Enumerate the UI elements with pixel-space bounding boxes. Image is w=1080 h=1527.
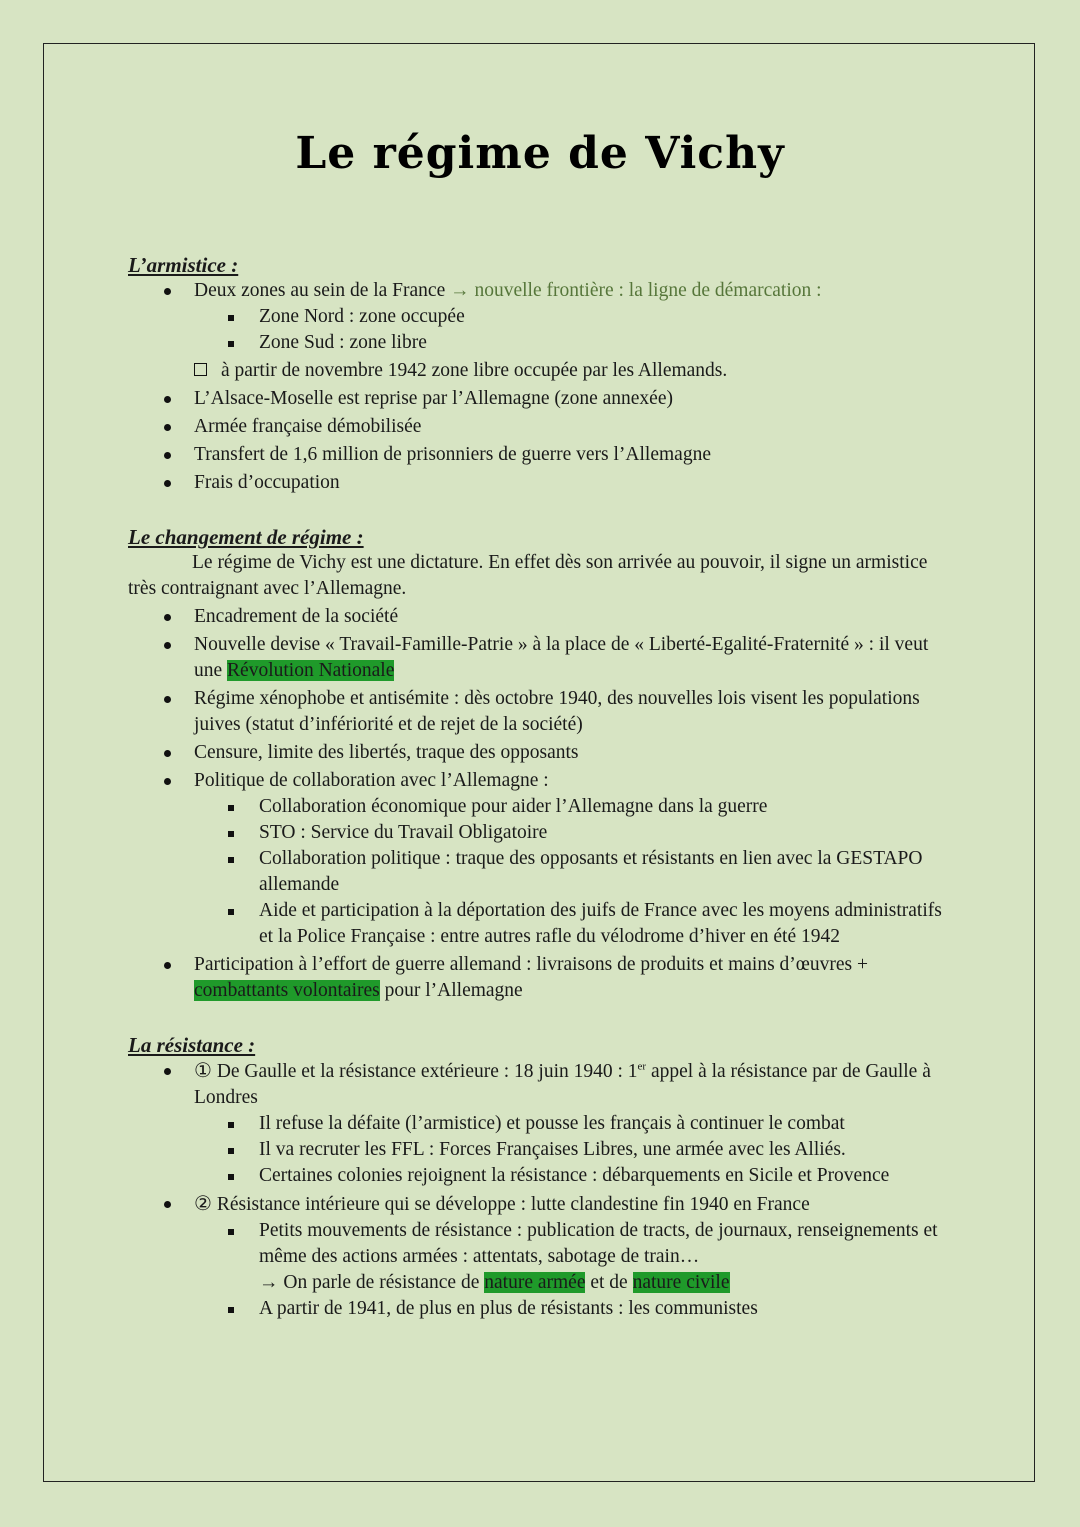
- list-item: STO : Service du Travail Obligatoire: [128, 820, 958, 846]
- exterieure-sublist: [194, 1111, 958, 1189]
- changement-list: [128, 604, 958, 1004]
- list-item: Frais d’occupation: [128, 470, 958, 496]
- heading-resistance: La résistance :: [128, 1033, 256, 1057]
- list-item: ① De Gaulle et la résistance extérieure : 18 juin 1940 : 1er appel à la résistance par de Gaulle à Londres Il refuse la défaite (l’armistice) et pousse les français à continuer le combat Il va recruter les FFL : Forces Françaises Libres, une armée avec les Alliés. Certaines colonies rejoignent la résistance : débarquements en Sicile et Provence: [128, 1058, 958, 1189]
- list-item: Régime xénophobe et antisémite : dès octobre 1940, des nouvelles lois visent les populations juives (statut d’infériorité et de rejet de la société): [128, 686, 958, 738]
- highlight-combattants: combattants volontaires: [194, 980, 380, 1001]
- list-item: Zone Nord : zone occupée: [128, 304, 958, 330]
- list-item: A partir de 1941, de plus en plus de résistants : les communistes: [128, 1296, 958, 1322]
- list-item: Transfert de 1,6 million de prisonniers de guerre vers l’Allemagne: [128, 442, 958, 468]
- document-body: [128, 252, 958, 1324]
- circled-one-icon: ①: [194, 1060, 212, 1082]
- list-item: Aide et participation à la déportation des juifs de France avec les moyens administratifs et la Police Française : entre autres rafle du vélodrome d’hiver en été 1942: [128, 898, 958, 950]
- list-item: Il refuse la défaite (l’armistice) et pousse les français à continuer le combat: [128, 1111, 958, 1137]
- checkbox-icon: [194, 363, 207, 376]
- list-item: Deux zones au sein de la France → nouvelle frontière : la ligne de démarcation : Zone Nord : zone occupée Zone Sud : zone libre: [128, 278, 958, 356]
- armistice-list: [128, 278, 958, 356]
- list-item: Collaboration politique : traque des opposants et résistants en lien avec la GESTAPO allemande: [128, 846, 958, 898]
- list-item: Collaboration économique pour aider l’Allemagne dans la guerre: [128, 794, 958, 820]
- highlight-nature-armee: nature armée: [484, 1272, 586, 1293]
- collaboration-sublist: [194, 794, 958, 950]
- list-item: Zone Sud : zone libre: [128, 330, 958, 356]
- list-item: Censure, limite des libertés, traque des opposants: [128, 740, 958, 766]
- list-item: Nouvelle devise « Travail-Famille-Patrie » à la place de « Liberté-Egalité-Fraternité » : il veut une Révolution Nationale: [128, 632, 958, 684]
- highlight-nature-civile: nature civile: [632, 1272, 730, 1293]
- list-item: ② Résistance intérieure qui se développe : lutte clandestine fin 1940 en France Petits mouvements de résistance : publication de tracts, de journaux, renseignements et même des actions armées : attentats, sabotage de train… → On parle de résistance de nature armée et de nature civile A partir de 1941, de plus en plus de résistants : les communistes: [128, 1191, 958, 1322]
- list-item: Encadrement de la société: [128, 604, 958, 630]
- checkbox-note: à partir de novembre 1942 zone libre occupée par les Allemands.: [128, 358, 958, 384]
- zones-sublist: [194, 304, 958, 356]
- heading-armistice: L’armistice :: [128, 253, 239, 277]
- list-item: Certaines colonies rejoignent la résistance : débarquements en Sicile et Provence: [128, 1163, 958, 1189]
- list-item: Petits mouvements de résistance : publication de tracts, de journaux, renseignements et même des actions armées : attentats, sabotage de train… → On parle de résistance de nature armée et de nature civile: [128, 1218, 958, 1296]
- resistance-list: [128, 1058, 958, 1322]
- list-item: Armée française démobilisée: [128, 414, 958, 440]
- heading-changement: Le changement de régime :: [128, 525, 364, 549]
- list-item: Participation à l’effort de guerre allemand : livraisons de produits et mains d’œuvres + combattants volontaires pour l’Allemagne: [128, 952, 958, 1004]
- list-item: L’Alsace-Moselle est reprise par l’Allemagne (zone annexée): [128, 386, 958, 412]
- list-item: Politique de collaboration avec l’Allemagne : Collaboration économique pour aider l’Allemagne dans la guerre STO : Service du Travail Obligatoire Collaboration politique : traque des opposants et résistants en lien avec la GESTAPO allemande Aide et participation à la déportation des juifs de France avec les moyens administratifs et la Police Française : entre autres rafle du vélodrome d’hiver en été 1942: [128, 768, 958, 950]
- armistice-list-continued: [128, 386, 958, 496]
- interieure-sublist: [194, 1218, 958, 1322]
- demarcation-note: → nouvelle frontière : la ligne de démarcation :: [450, 280, 822, 301]
- circled-two-icon: ②: [194, 1193, 212, 1215]
- list-item: Il va recruter les FFL : Forces Françaises Libres, une armée avec les Alliés.: [128, 1137, 958, 1163]
- highlight-revolution-nationale: Révolution Nationale: [227, 660, 395, 681]
- changement-intro: Le régime de Vichy est une dictature. En effet dès son arrivée au pouvoir, il signe un armistice très contraignant avec l’Allemagne.: [128, 552, 928, 599]
- page-title: Le régime de Vichy: [295, 128, 785, 179]
